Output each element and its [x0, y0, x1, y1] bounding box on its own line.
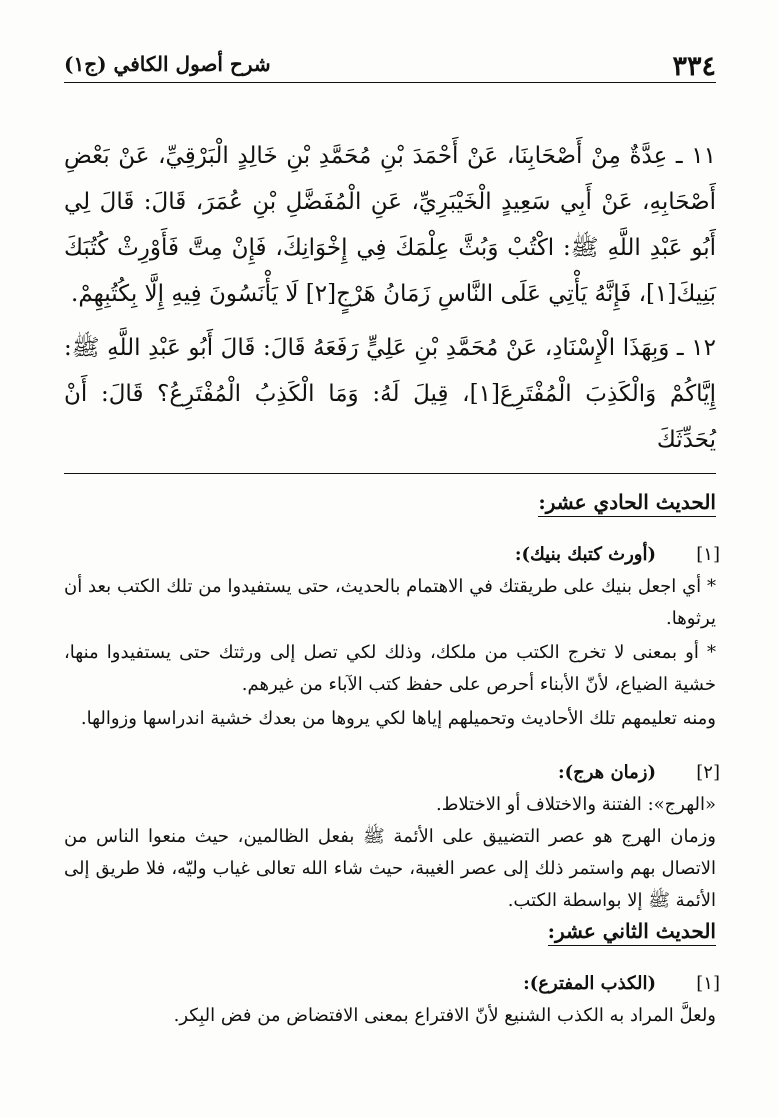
footnote-paragraph: * أو بمعنى لا تخرج الكتب من ملكك، وذلك لكي تصل إلى ورثتك حتى يستفيدوا منها، خشية الضياع، لأنّ الأبناء أحرص على حفظ كتب الآباء من غيرهم. — [64, 642, 716, 695]
footnote-divider — [64, 473, 716, 474]
footnote-paragraph: ومنه تعليمهم تلك الأحاديث وتحميلهم إياها لكي يروها من بعدك خشية اندراسها وزوالها. — [80, 708, 716, 729]
running-title: شرح أصول الكافي (ج١) — [64, 52, 271, 76]
footnote-term: (زمان هرج): — [557, 762, 656, 783]
footnote-number: [٢] — [696, 762, 720, 783]
footnote — [64, 757, 720, 917]
footnote-paragraph: «الهرج»: الفتنة والاختلاف أو الاختلاط. — [436, 794, 716, 815]
section-heading: الحديث الثاني عشر: — [548, 919, 716, 946]
footnote-number: [١] — [696, 544, 720, 565]
page-header — [64, 38, 716, 83]
footnote-paragraph: ولعلَّ المراد به الكذب الشنيع لأنّ الافتراع بمعنى الافتضاض من فض البِكر. — [173, 1005, 716, 1026]
footnote-term: (الكذب المفترع): — [523, 973, 656, 994]
footnote-paragraph: وزمان الهرج هو عصر التضييق على الأئمة ﷺ بفعل الظالمين، حيث منعوا الناس من الاتصال بهم واستمر ذلك إلى عصر الغيبة، حيث شاء الله تعالى غياب وليّه، فلا طريق إلى الأئمة ﷺ إلا بواسطة الكتب. — [64, 826, 716, 911]
hadith-12-text: ١٢ ـ وَبِهَذَا الْإِسْنَادِ، عَنْ مُحَمَّدِ بْنِ عَلِيٍّ رَفَعَهُ قَالَ: قَالَ أَبُو عَبْدِ اللَّهِ ﷺ: إِيَّاكُمْ وَالْكَذِبَ الْمُفْتَرِعَ[١]، قِيلَ لَهُ: وَمَا الْكَذِبُ الْمُفْتَرِعُ؟ قَالَ: أَنْ يُحَدِّثَكَ — [64, 335, 716, 453]
section-heading: الحديث الحادي عشر: — [538, 490, 716, 517]
footnote-term: (أورث كتبك بنيك): — [514, 544, 656, 565]
footnote — [64, 968, 720, 1032]
hadith-11-text: ١١ ـ عِدَّةٌ مِنْ أَصْحَابِنَا، عَنْ أَحْمَدَ بْنِ مُحَمَّدِ بْنِ خَالِدٍ الْبَرْقِيِّ، عَنْ بَعْضِ أَصْحَابِهِ، عَنْ أَبِي سَعِيدٍ الْخَيْبَرِيِّ، عَنِ الْمُفَضَّلِ بْنِ عُمَرَ، قَالَ: قَالَ لِي أَبُو عَبْدِ اللَّهِ ﷺ: اكْتُبْ وَبُثَّ عِلْمَكَ فِي إِخْوَانِكَ، فَإِنْ مِتَّ فَأَوْرِثْ كُتُبَكَ بَنِيكَ[١]، فَإِنَّهُ يَأْتِي عَلَى النَّاسِ زَمَانُ هَرْجٍ[٢] لَا يَأْنَسُونَ فِيهِ إِلَّا بِكُتُبِهِمْ. — [64, 143, 716, 307]
section-hadith-12-commentary — [64, 919, 720, 1032]
footnote — [64, 539, 720, 735]
page-number: ٣٣٤ — [672, 51, 716, 82]
footnote-number: [١] — [696, 973, 720, 994]
footnote-paragraph: * أي اجعل بنيك على طريقتك في الاهتمام بالحديث، حتى يستفيدوا من تلك الكتب بعد أن يرثوها. — [64, 576, 716, 629]
section-hadith-11-commentary — [64, 490, 720, 917]
